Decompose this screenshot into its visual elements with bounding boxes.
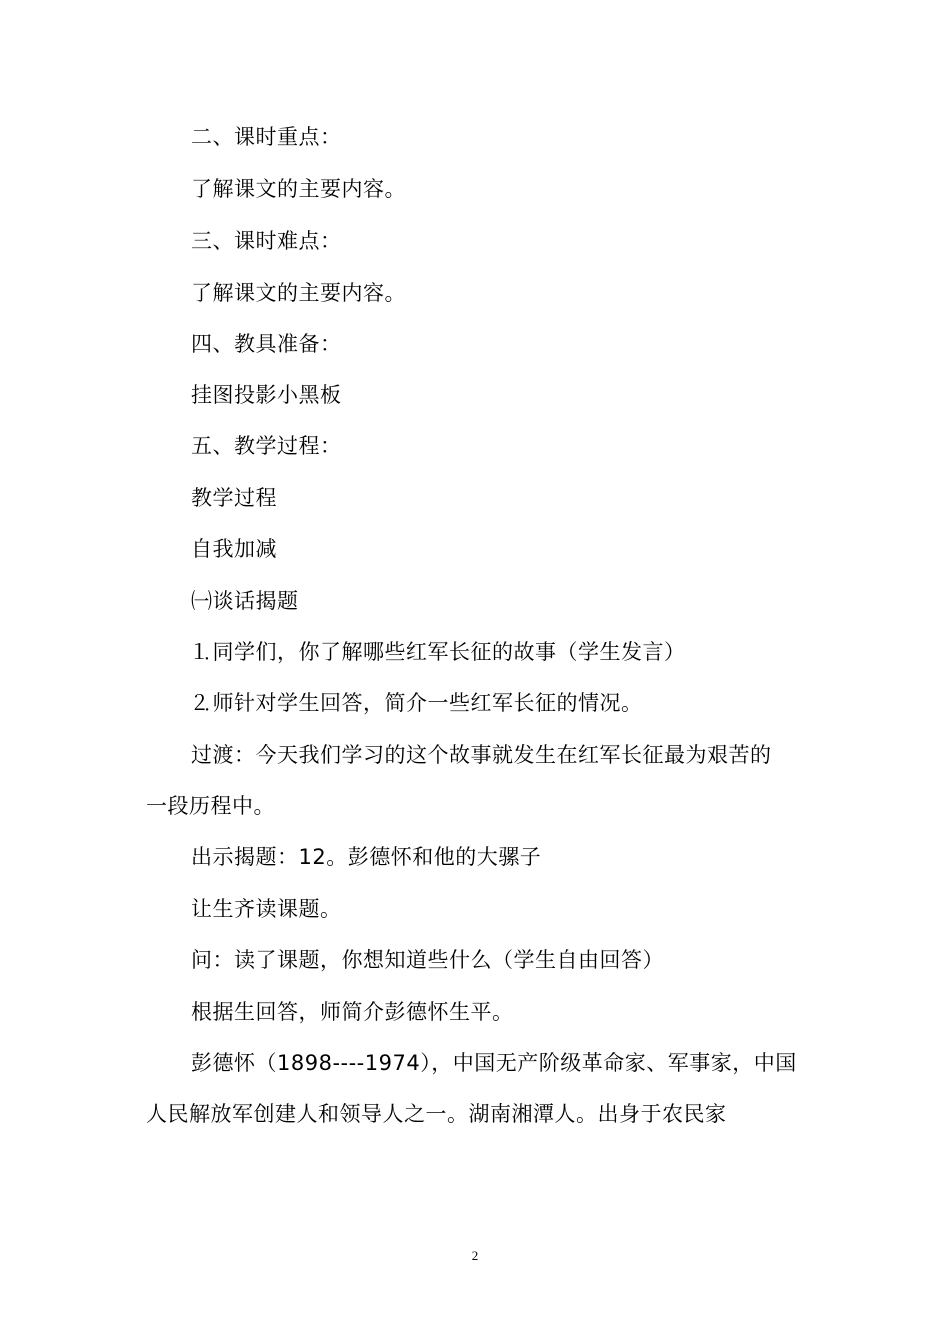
subsection-heading: ㈠谈话揭题 [191,589,299,613]
paragraph-line: 教学过程 [191,486,277,510]
paragraph-line: 过渡：今天我们学习的这个故事就发生在红军长征最为艰苦的 [191,743,772,767]
section-heading-teaching-process: 五、教学过程： [191,434,342,458]
paragraph-line: 自我加减 [191,537,277,561]
paragraph-line: 问：读了课题，你想知道些什么（学生自由回答） [191,948,664,972]
paragraph-line: 了解课文的主要内容。 [191,281,406,305]
section-heading-key-points: 二、课时重点： [191,125,342,149]
paragraph-line: 彭德怀（1898----1974），中国无产阶级革命家、军事家，中国 [191,1051,797,1075]
paragraph-line: 了解课文的主要内容。 [191,177,406,201]
list-item: ⒈同学们，你了解哪些红军长征的故事（学生发言） [191,640,686,664]
paragraph-line: 根据生回答，师简介彭德怀生平。 [191,1000,514,1024]
paragraph-line: 出示揭题：12。彭德怀和他的大骡子 [191,845,542,869]
page-number: 2 [471,1248,479,1263]
paragraph-line: 挂图投影小黑板 [191,383,342,407]
paragraph-line: 一段历程中。 [146,794,275,818]
section-heading-difficulties: 三、课时难点： [191,229,342,253]
paragraph-line: 人民解放军创建人和领导人之一。湖南湘潭人。出身于农民家 [146,1102,727,1126]
section-heading-teaching-aids: 四、教具准备： [191,332,342,356]
paragraph-line: 让生齐读课题。 [191,897,342,921]
list-item: ⒉师针对学生回答，简介一些红军长征的情况。 [191,691,643,715]
